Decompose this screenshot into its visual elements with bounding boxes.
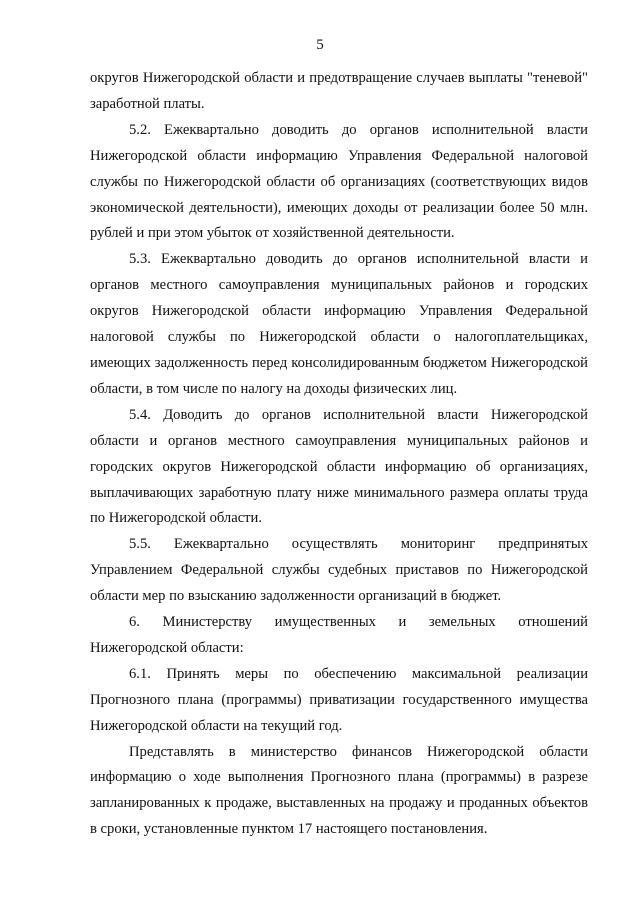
paragraph-6-1-reporting: Представлять в министерство финансов Нижегородской области информацию о ходе выполнения Прогнозного плана (программы) в разрезе запланированных к продаже, выставленных на продажу и проданных объектов в сроки, установленные пунктом 17 настоящего постановления. xyxy=(90,743,588,838)
paragraph-continuation: округов Нижегородской области и предотвращение случаев выплаты "теневой" заработной платы. xyxy=(90,70,588,112)
document-body xyxy=(90,66,588,843)
paragraph-6: 6. Министерству имущественных и земельных отношений Нижегородской области: xyxy=(90,614,588,656)
paragraph-5-2: 5.2. Ежеквартально доводить до органов исполнительной власти Нижегородской области информацию Управления Федеральной налоговой службы по Нижегородской области об организациях (соответствующих видов экономической деятельности), имеющих доходы от реализации более 50 млн. рублей и при этом убыток от хозяйственной деятельности. xyxy=(90,121,588,242)
paragraph-6-1: 6.1. Принять меры по обеспечению максимальной реализации Прогнозного плана (программы) приватизации государственного имущества Нижегородской области на текущий год. xyxy=(90,665,588,734)
page-number: 5 xyxy=(316,37,324,53)
paragraph-5-4: 5.4. Доводить до органов исполнительной власти Нижегородской области и органов местного самоуправления муниципальных районов и городских округов Нижегородской области информацию об организациях, выплачивающих заработную плату ниже минимального размера оплаты труда по Нижегородской области. xyxy=(90,406,588,527)
paragraph-5-5: 5.5. Ежеквартально осуществлять мониторинг предпринятых Управлением Федеральной службы судебных приставов по Нижегородской области мер по взысканию задолженности организаций в бюджет. xyxy=(90,536,588,605)
paragraph-5-3: 5.3. Ежеквартально доводить до органов исполнительной власти и органов местного самоуправления муниципальных районов и городских округов Нижегородской области информацию Управления Федеральной налоговой службы по Нижегородской области о налогоплательщиках, имеющих задолженность перед консолидированным бюджетом Нижегородской области, в том числе по налогу на доходы физических лиц. xyxy=(90,251,588,397)
